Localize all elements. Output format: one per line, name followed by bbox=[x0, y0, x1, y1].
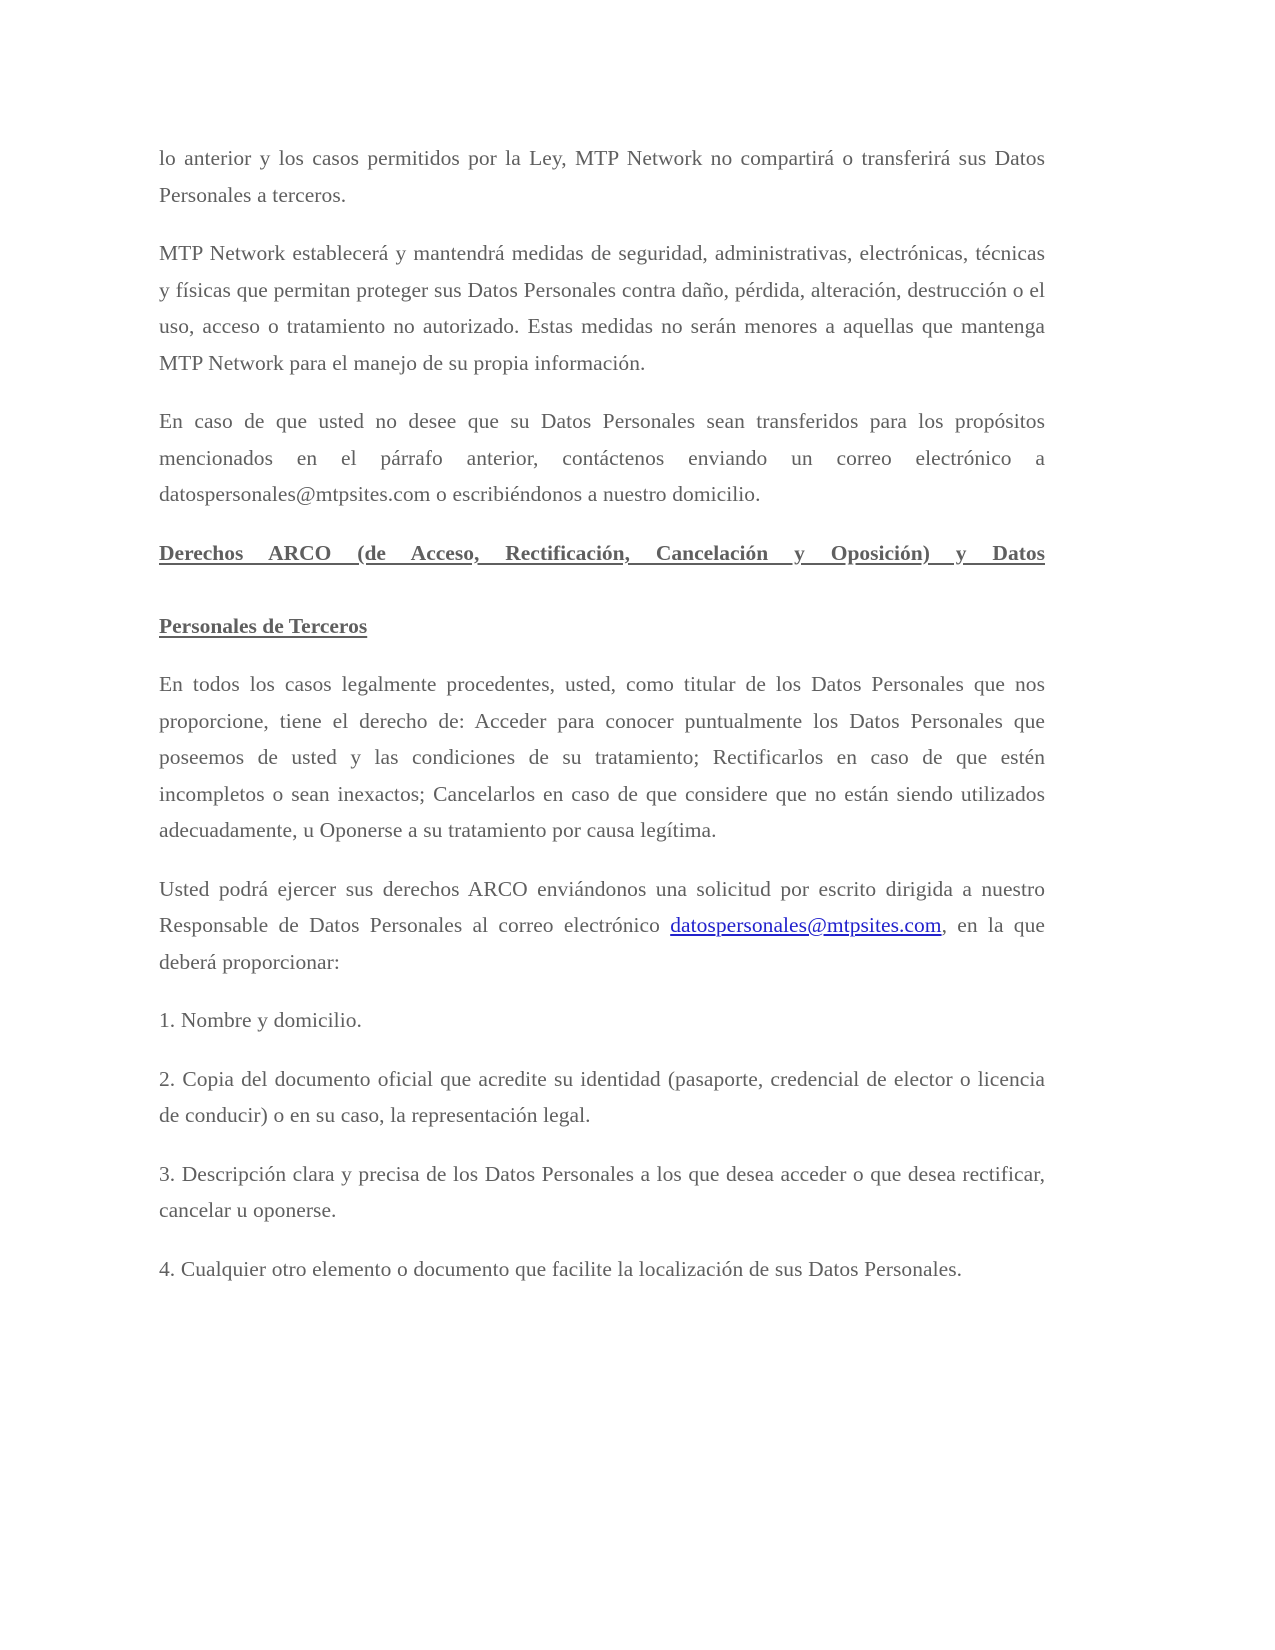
paragraph-solicitud-text-after: , en la que deberá proporcionar: bbox=[159, 913, 1045, 974]
email-link-datospersonales[interactable]: datospersonales@mtpsites.com bbox=[670, 913, 942, 937]
document-body bbox=[159, 140, 1045, 1309]
list-item-4: 4. Cualquier otro elemento o documento que facilite la localización de sus Datos Personales. bbox=[159, 1256, 963, 1281]
paragraph-continuation-transferencia: lo anterior y los casos permitidos por la Ley, MTP Network no compartirá o transferirá sus Datos Personales a terceros. bbox=[159, 146, 1045, 207]
list-item-3: 3. Descripción clara y precisa de los Datos Personales a los que desea acceder o que desea rectificar, cancelar u oponerse. bbox=[159, 1161, 1045, 1222]
list-item-1: 1. Nombre y domicilio. bbox=[159, 1008, 362, 1032]
list-item-2: 2. Copia del documento oficial que acredite su identidad (pasaporte, credencial de elector o licencia de conducir) o en su caso, la representación legal. bbox=[159, 1066, 1045, 1127]
paragraph-oposicion-transferencia: En caso de que usted no desee que su Datos Personales sean transferidos para los propósitos mencionados en el párrafo anterior, contáctenos enviando un correo electrónico a datospersonales@mtpsites.com o escribiéndonos a nuestro domicilio. bbox=[159, 409, 1045, 506]
paragraph-derechos-arco-descripcion: En todos los casos legalmente procedentes, usted, como titular de los Datos Personales que nos proporcione, tiene el derecho de: Acceder para conocer puntualmente los Datos Personales que poseemos de usted y las condiciones de su tratamiento; Rectificarlos en caso de que estén incompletos o sean inexactos; Cancelarlos en caso de que considere que no están siendo utilizados adecuadamente, u Oponerse a su tratamiento por causa legítima. bbox=[159, 672, 1045, 842]
paragraph-solicitud-text-before: Usted podrá ejercer sus derechos ARCO enviándonos una solicitud por escrito dirigida a nuestro Responsable de Datos Personales al correo electrónico bbox=[159, 876, 1045, 937]
paragraph-medidas-de-seguridad: MTP Network establecerá y mantendrá medidas de seguridad, administrativas, electrónicas, técnicas y físicas que permitan proteger sus Datos Personales contra daño, pérdida, alteración, destrucción o el uso, acceso o tratamiento no autorizado. Estas medidas no serán menores a aquellas que mantenga MTP Network para el manejo de su propia información. bbox=[159, 241, 1045, 375]
paragraph-solicitud-arco bbox=[159, 871, 1045, 981]
section-heading-derechos-arco bbox=[159, 535, 1045, 645]
section-heading-line-1: Derechos ARCO (de Acceso, Rectificación, Cancelación y Oposición) y Datos bbox=[159, 540, 1045, 565]
section-heading-line-2: Personales de Terceros bbox=[159, 613, 368, 638]
